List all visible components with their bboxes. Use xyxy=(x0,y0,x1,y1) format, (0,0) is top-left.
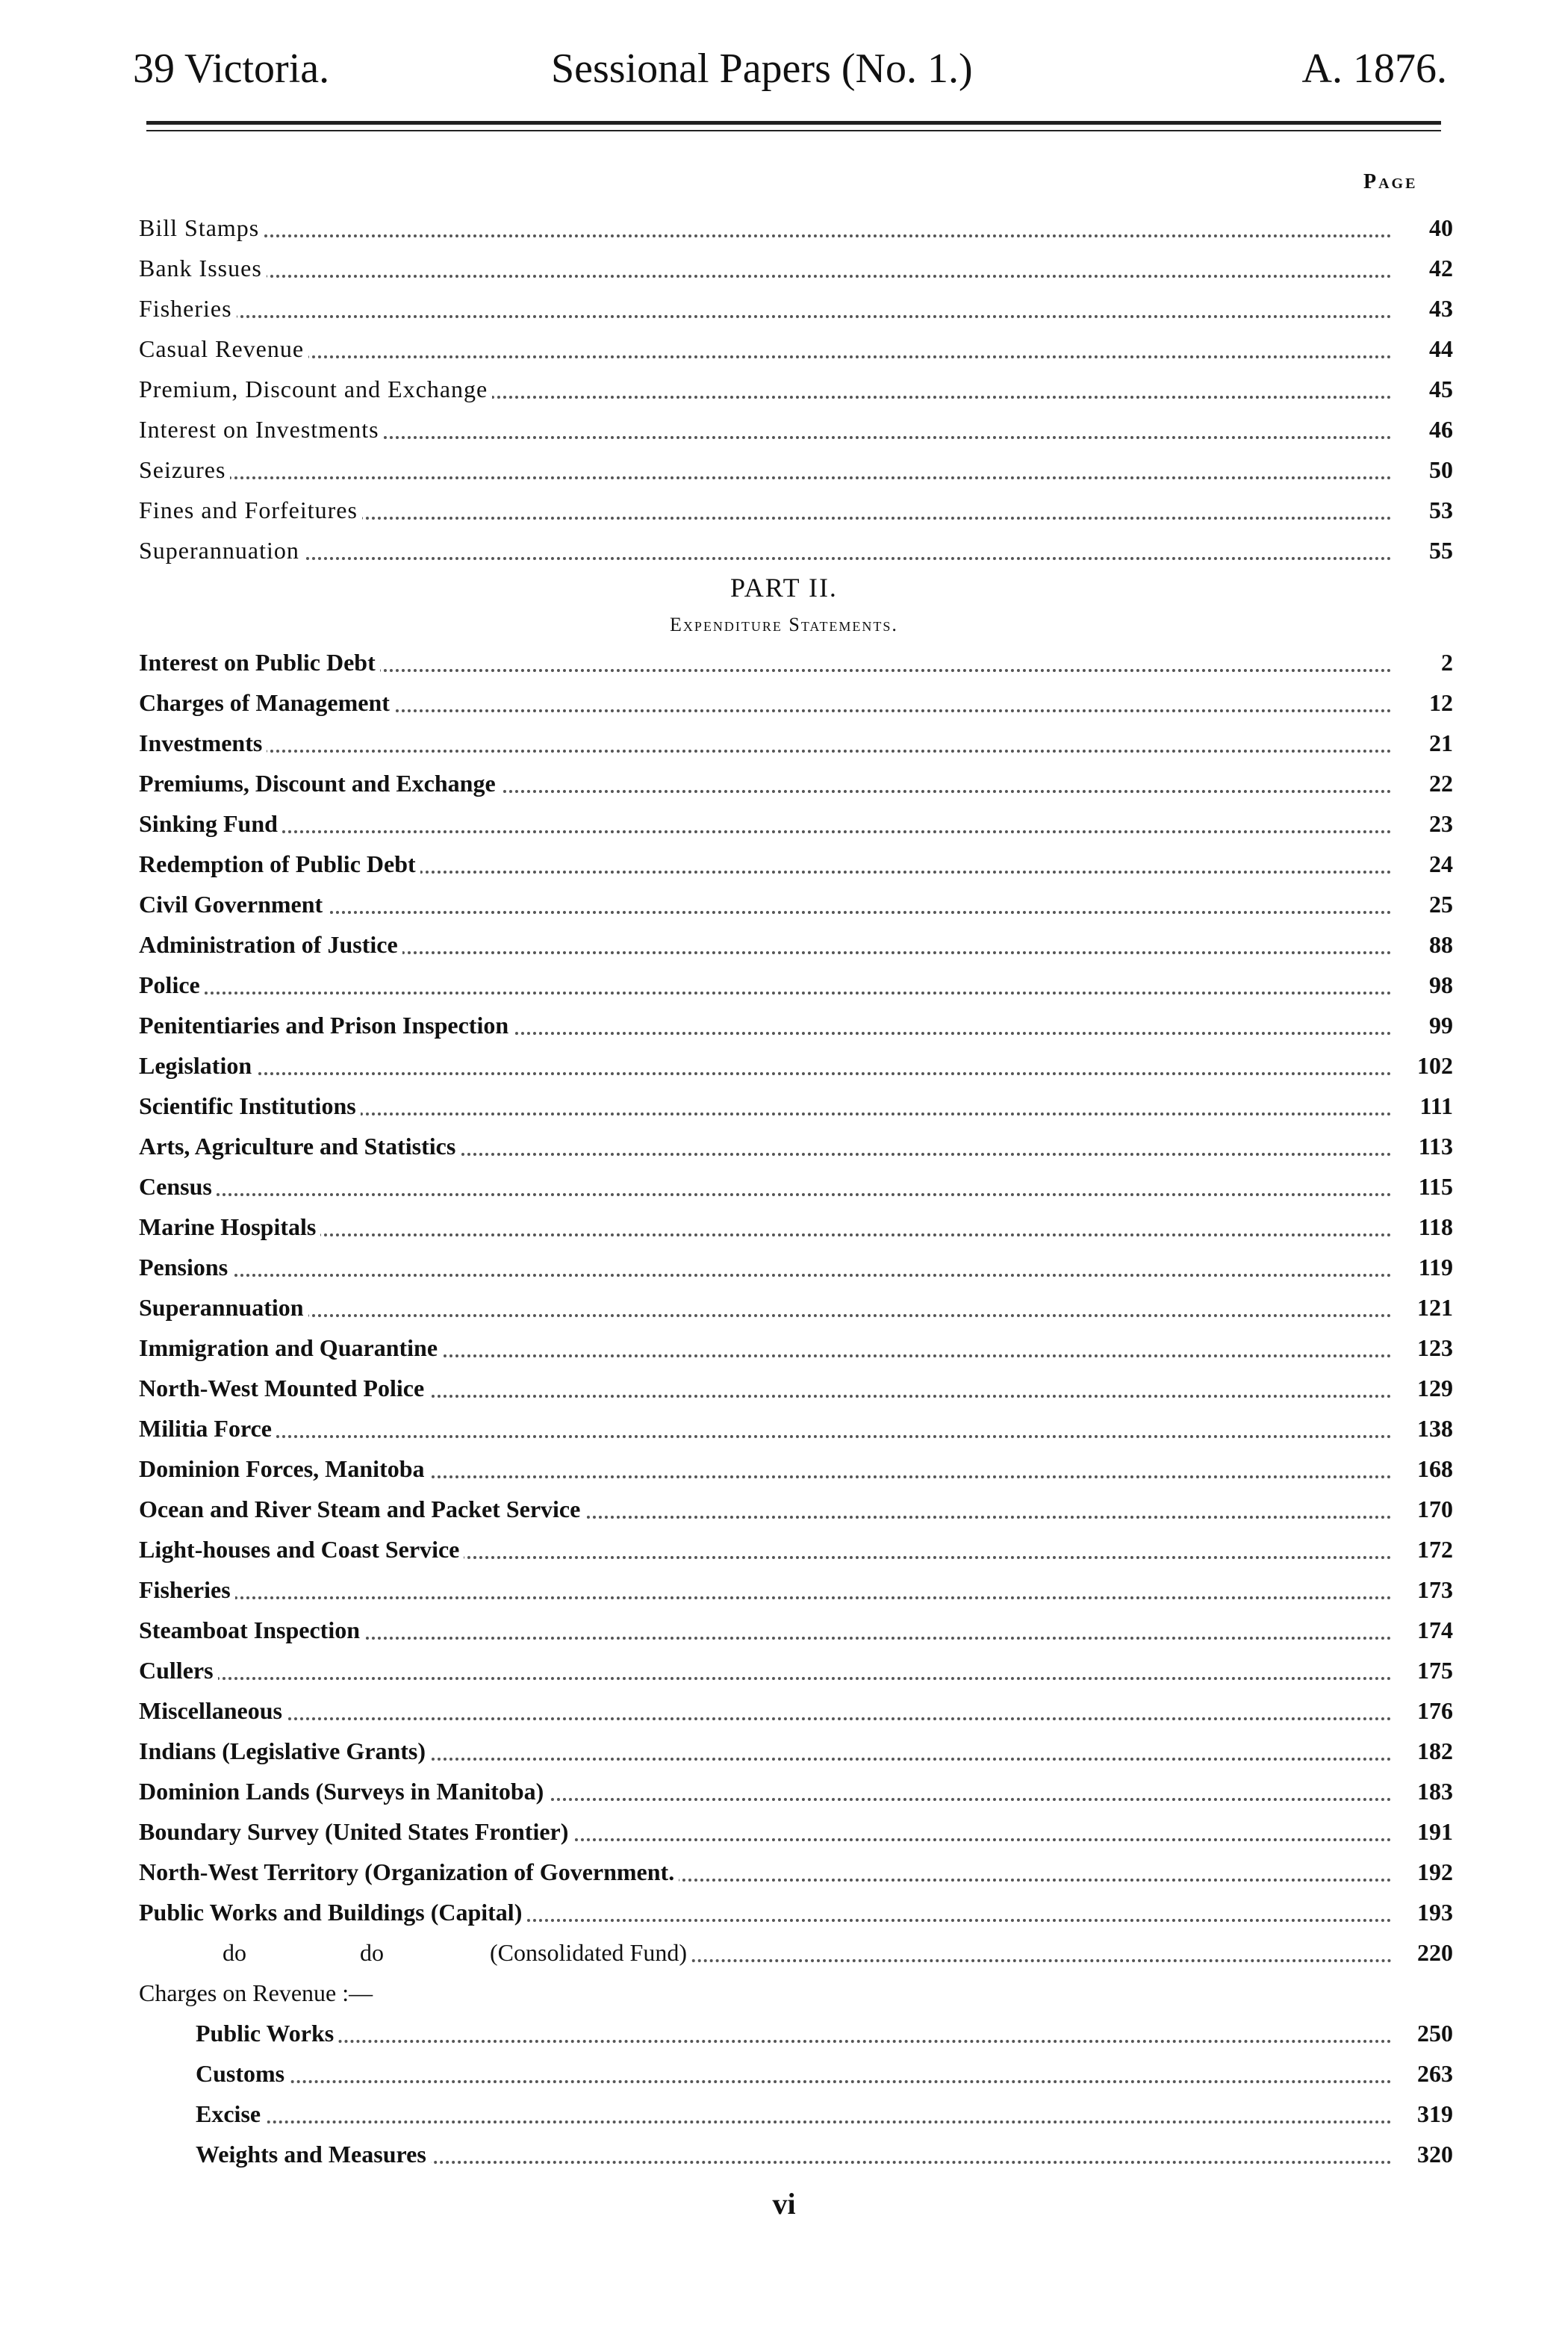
toc-entry-label: Penitentiaries and Prison Inspection xyxy=(139,1005,513,1045)
toc-entry xyxy=(139,2094,1453,2134)
toc-entry xyxy=(139,1449,1453,1489)
toc-entry xyxy=(139,803,1453,844)
toc-entry-page: 115 xyxy=(1418,1173,1453,1200)
toc-entry xyxy=(139,682,1453,723)
dot-leader xyxy=(196,2080,1392,2083)
toc-entry xyxy=(139,2134,1453,2174)
toc-entry-page: 23 xyxy=(1429,810,1453,837)
toc-entry-label: Interest on Investments xyxy=(139,409,384,449)
toc-entry xyxy=(139,329,1453,369)
toc-entry-page: 182 xyxy=(1417,1737,1453,1764)
part-subtitle: Expenditure Statements. xyxy=(670,614,898,635)
toc-entry-label: Cullers xyxy=(139,1650,218,1690)
toc-entry xyxy=(139,208,1453,248)
toc-entry xyxy=(139,1287,1453,1328)
toc-entry xyxy=(139,1247,1453,1287)
dot-leader xyxy=(139,315,1392,318)
toc-entry-label: Light-houses and Coast Service xyxy=(139,1529,464,1569)
dot-leader xyxy=(139,1717,1392,1720)
toc-entry xyxy=(139,530,1453,570)
toc-entry-label: Sinking Fund xyxy=(139,803,282,844)
toc-entry-page: 320 xyxy=(1417,2141,1453,2168)
toc-entry-page: 88 xyxy=(1429,931,1453,958)
toc-entry-page: 168 xyxy=(1417,1455,1453,1482)
toc-entry-page: 176 xyxy=(1417,1697,1453,1724)
toc-entry-page: 129 xyxy=(1417,1375,1453,1401)
page-column-label: Page xyxy=(1363,170,1418,193)
header-rule-thin xyxy=(146,130,1441,131)
toc-entry-page: 172 xyxy=(1417,1536,1453,1563)
toc-entry-label: Indians (Legislative Grants) xyxy=(139,1731,430,1771)
dot-leader xyxy=(139,1677,1392,1680)
toc-entry xyxy=(139,924,1453,965)
toc-entry-page: 263 xyxy=(1417,2060,1453,2087)
dot-leader xyxy=(139,1596,1392,1599)
toc-entry-label: Premium, Discount and Exchange xyxy=(139,369,492,409)
toc-entry-label: Fisheries xyxy=(139,1569,235,1610)
toc-entry xyxy=(139,1126,1453,1166)
toc-entry xyxy=(139,723,1453,763)
toc-entry-label: Customs xyxy=(196,2053,289,2094)
toc-entry xyxy=(139,965,1453,1005)
toc-entry-page: 53 xyxy=(1429,497,1453,523)
toc-entry-label: Dominion Lands (Surveys in Manitoba) xyxy=(139,1771,548,1811)
part-title: PART II. xyxy=(730,573,838,603)
toc-entry-label: (Consolidated Fund) xyxy=(490,1932,691,1973)
dot-leader xyxy=(139,557,1392,560)
toc-entry-label: Superannuation xyxy=(139,1287,308,1328)
toc-entry-label: Scientific Institutions xyxy=(139,1086,361,1126)
toc-entry-label: Superannuation xyxy=(139,530,304,570)
toc-entry xyxy=(139,844,1453,884)
toc-entry-label: Legislation xyxy=(139,1045,256,1086)
toc-entry-label: Miscellaneous xyxy=(139,1690,287,1731)
toc-entry-page: 40 xyxy=(1429,214,1453,241)
toc-entry-label: Bank Issues xyxy=(139,248,267,288)
toc-entry xyxy=(139,288,1453,329)
toc-entry xyxy=(139,1489,1453,1529)
toc-entry-page: 193 xyxy=(1417,1899,1453,1926)
toc-entry-page: 55 xyxy=(1429,537,1453,564)
toc-entry xyxy=(139,369,1453,409)
toc-entry xyxy=(139,884,1453,924)
toc-entry-label: Investments xyxy=(139,723,267,763)
toc-entry xyxy=(139,1892,1453,1932)
toc-entry-label: Dominion Forces, Manitoba xyxy=(139,1449,429,1489)
toc-entry-label: Bill Stamps xyxy=(139,208,264,248)
toc-entry-page: 22 xyxy=(1429,770,1453,797)
dot-leader xyxy=(196,2120,1392,2123)
toc-entry-label: Militia Force xyxy=(139,1408,276,1449)
toc-entry xyxy=(139,2053,1453,2094)
dot-leader xyxy=(139,1314,1392,1317)
toc-entry xyxy=(139,1569,1453,1610)
toc-entry-page: 25 xyxy=(1429,891,1453,918)
header-rule-thick xyxy=(146,121,1441,125)
toc-entry-page: 220 xyxy=(1417,1939,1453,1966)
toc-entry-page: 123 xyxy=(1417,1334,1453,1361)
toc-entry xyxy=(139,1166,1453,1207)
toc-entry-label: Charges on Revenue :— xyxy=(139,1973,377,2013)
page-number: vi xyxy=(772,2187,796,2221)
toc-entry-label: Police xyxy=(139,965,205,1005)
toc-entry-label: Administration of Justice xyxy=(139,924,402,965)
toc-entry-page: 46 xyxy=(1429,416,1453,443)
toc-entry-page: 113 xyxy=(1418,1133,1453,1160)
toc-entry xyxy=(139,1529,1453,1569)
toc-entry-page: 21 xyxy=(1429,729,1453,756)
toc-entry-page: 250 xyxy=(1417,2020,1453,2047)
dot-leader xyxy=(196,2040,1392,2043)
toc-entry-label: Pensions xyxy=(139,1247,232,1287)
toc-entry xyxy=(139,248,1453,288)
toc-entry xyxy=(139,1207,1453,1247)
toc-entry xyxy=(139,1045,1453,1086)
toc-entry xyxy=(139,1086,1453,1126)
toc-entry-page: 175 xyxy=(1417,1657,1453,1684)
toc-entry-label: Fisheries xyxy=(139,288,237,329)
toc-entry-label: Charges of Management xyxy=(139,682,394,723)
toc-entry-label: Redemption of Public Debt xyxy=(139,844,420,884)
toc-entry-label: Fines and Forfeitures xyxy=(139,490,362,530)
dot-leader xyxy=(139,992,1392,995)
toc-entry-page: 111 xyxy=(1419,1092,1453,1119)
toc-entry-label: Weights and Measures xyxy=(196,2134,431,2174)
toc-entry-page: 183 xyxy=(1417,1778,1453,1805)
dot-leader xyxy=(139,275,1392,278)
toc-entry xyxy=(139,1852,1453,1892)
part1-entry-list xyxy=(139,208,1453,570)
toc-entry-label: Marine Hospitals xyxy=(139,1207,320,1247)
toc-entry-label: Arts, Agriculture and Statistics xyxy=(139,1126,460,1166)
toc-entry xyxy=(139,1771,1453,1811)
toc-entry xyxy=(139,490,1453,530)
toc-entry-page: 191 xyxy=(1417,1818,1453,1845)
toc-entry-label: Seizures xyxy=(139,449,230,490)
dot-leader xyxy=(139,750,1392,753)
dot-leader xyxy=(139,1233,1392,1236)
toc-entry-page: 173 xyxy=(1417,1576,1453,1603)
dot-leader xyxy=(139,1274,1392,1277)
toc-entry-label: Census xyxy=(139,1166,217,1207)
toc-entry-label: Public Works and Buildings (Capital) xyxy=(139,1892,526,1932)
toc-entry-page: 121 xyxy=(1417,1294,1453,1321)
toc-entry-label: North-West Mounted Police xyxy=(139,1368,429,1408)
toc-entry-page: 319 xyxy=(1417,2100,1453,2127)
toc-entry-label: Interest on Public Debt xyxy=(139,642,380,682)
dot-leader xyxy=(139,1435,1392,1438)
toc-entry-page: 138 xyxy=(1417,1415,1453,1442)
toc-entry xyxy=(139,1408,1453,1449)
toc-entry xyxy=(139,1811,1453,1852)
dot-leader xyxy=(139,355,1392,358)
toc-entry-label: Ocean and River Steam and Packet Service xyxy=(139,1489,585,1529)
toc-entry xyxy=(139,1650,1453,1690)
part2-entry-list xyxy=(139,642,1453,2174)
toc-entry-label: Premiums, Discount and Exchange xyxy=(139,763,500,803)
toc-entry xyxy=(139,2013,1453,2053)
toc-entry-label: Boundary Survey (United States Frontier) xyxy=(139,1811,573,1852)
toc-entry-page: 24 xyxy=(1429,850,1453,877)
toc-entry-page: 170 xyxy=(1417,1496,1453,1522)
toc-entry-page: 45 xyxy=(1429,376,1453,402)
toc-entry-label: Civil Government xyxy=(139,884,327,924)
toc-entry-label: Public Works xyxy=(196,2013,338,2053)
dot-leader xyxy=(139,1193,1392,1196)
toc-entry xyxy=(139,642,1453,682)
toc-entry xyxy=(139,1368,1453,1408)
toc-entry-page: 12 xyxy=(1429,689,1453,716)
toc-entry-page: 119 xyxy=(1418,1254,1453,1281)
toc-entry-page: 98 xyxy=(1429,971,1453,998)
toc-entry-page: 43 xyxy=(1429,295,1453,322)
dot-leader xyxy=(139,1072,1392,1075)
toc-entry xyxy=(139,1690,1453,1731)
toc-entry xyxy=(139,449,1453,490)
toc-entry-page: 42 xyxy=(1429,255,1453,281)
charges-heading xyxy=(139,1973,1453,2013)
page-header xyxy=(133,39,1447,99)
toc-entry xyxy=(139,1932,1453,1973)
toc-entry-page: 2 xyxy=(1441,649,1453,676)
ditto-mark: do xyxy=(223,1932,246,1973)
header-session: 39 Victoria. xyxy=(133,46,330,92)
header-year: A. 1876. xyxy=(1301,46,1447,92)
toc-entry xyxy=(139,1610,1453,1650)
dot-leader xyxy=(139,830,1392,833)
dot-leader xyxy=(139,476,1392,479)
toc-entry-label: Immigration and Quarantine xyxy=(139,1328,442,1368)
toc-entry-page: 102 xyxy=(1417,1052,1453,1079)
toc-entry-label: Casual Revenue xyxy=(139,329,308,369)
dot-leader xyxy=(139,234,1392,237)
toc-entry xyxy=(139,1328,1453,1368)
toc-entry-label: Steamboat Inspection xyxy=(139,1610,364,1650)
toc-entry-page: 99 xyxy=(1429,1012,1453,1039)
ditto-mark: do xyxy=(360,1932,384,1973)
toc-entry-page: 192 xyxy=(1417,1858,1453,1885)
toc-entry-page: 50 xyxy=(1429,456,1453,483)
toc-entry-label: Excise xyxy=(196,2094,265,2134)
toc-entry-label: North-West Territory (Organization of Government. xyxy=(139,1852,679,1892)
toc-entry xyxy=(139,1731,1453,1771)
toc-entry-page: 44 xyxy=(1429,335,1453,362)
toc-entry xyxy=(139,763,1453,803)
toc-entry-page: 118 xyxy=(1418,1213,1453,1240)
toc-entry-page: 174 xyxy=(1417,1617,1453,1643)
toc-entry xyxy=(139,409,1453,449)
toc-entry xyxy=(139,1005,1453,1045)
header-title: Sessional Papers (No. 1.) xyxy=(551,46,973,92)
